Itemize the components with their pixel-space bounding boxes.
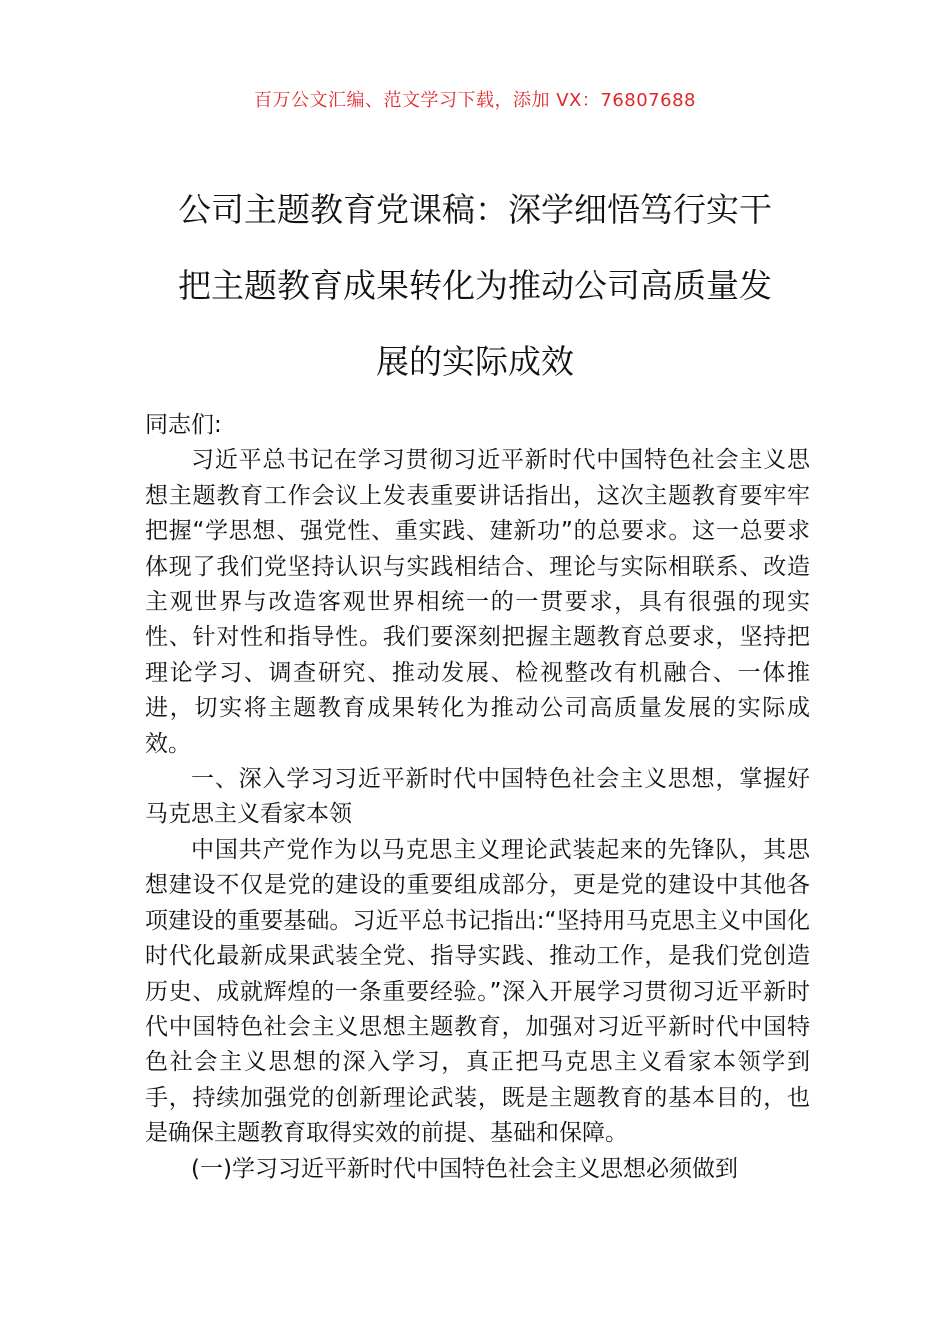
section-heading-1: 一、深入学习习近平新时代中国特色社会主义思想，掌握好马克思主义看家本领 bbox=[145, 766, 810, 828]
document-title bbox=[120, 172, 830, 400]
title-line: 展的实际成效 bbox=[376, 342, 574, 381]
title-line: 把主题教育成果转化为推动公司高质量发 bbox=[178, 266, 772, 305]
salutation: 同志们: bbox=[145, 412, 222, 438]
header-note: 百万公文汇编、范文学习下载，添加 VX：76807688 bbox=[254, 90, 696, 111]
title-line: 公司主题教育党课稿：深学细悟笃行实干 bbox=[178, 190, 772, 229]
document-body bbox=[145, 408, 810, 1187]
paragraph-intro: 习近平总书记在学习贯彻习近平新时代中国特色社会主义思想主题教育工作会议上发表重要讲话指出，这次主题教育要牢牢把握“学思想、强党性、重实践、建新功”的总要求。这一总要求体现了我们党坚持认识与实践相结合、理论与实际相联系、改造主观世界与改造客观世界相统一的一贯要求，具有很强的现实性、针对性和指导性。我们要深刻把握主题教育总要求，坚持把理论学习、调查研究、推动发展、检视整改有机融合、一体推进，切实将主题教育成果转化为推动公司高质量发展的实际成效。 bbox=[145, 447, 810, 757]
subsection-heading-1: (一)学习习近平新时代中国特色社会主义思想必须做到 bbox=[191, 1155, 738, 1182]
paragraph-section-1: 中国共产党作为以马克思主义理论武装起来的先锋队，其思想建设不仅是党的建设的重要组成部分，更是党的建设中其他各项建设的重要基础。习近平总书记指出:“坚持用马克思主义中国化时代化最新成果武装全党、指导实践、推动工作，是我们党创造历史、成就辉煌的一条重要经验。”深入开展学习贯彻习近平新时代中国特色社会主义思想主题教育，加强对习近平新时代中国特色社会主义思想的深入学习，真正把马克思主义看家本领学到手，持续加强党的创新理论武装，既是主题教育的基本目的，也是确保主题教育取得实效的前提、基础和保障。 bbox=[145, 836, 810, 1147]
